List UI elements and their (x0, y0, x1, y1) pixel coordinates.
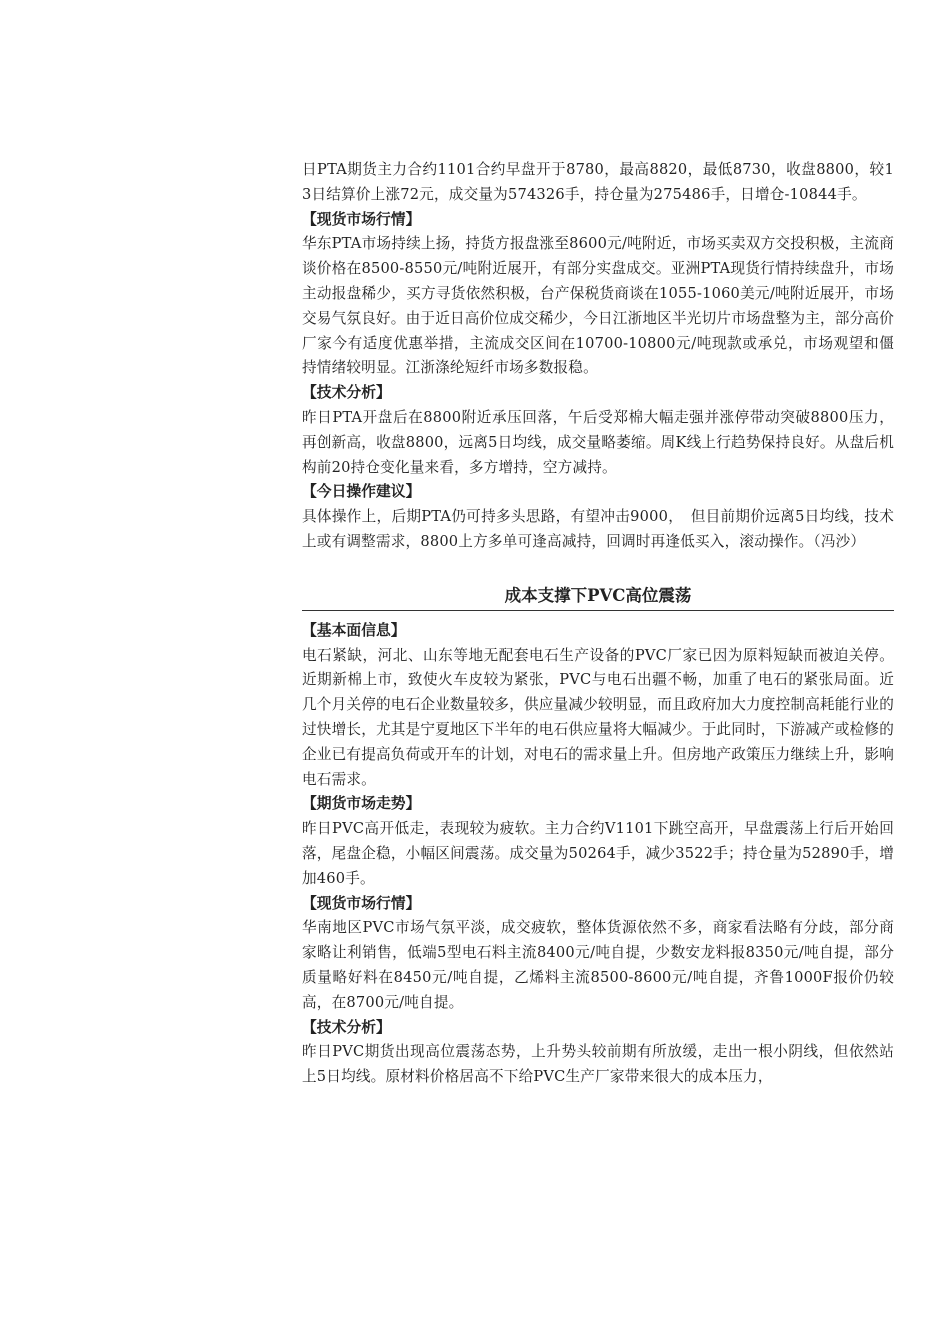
pta-advice-heading: 【今日操作建议】 (302, 483, 421, 501)
pvc-fundamentals-paragraph: 电石紧缺，河北、山东等地无配套电石生产设备的PVC厂家已因为原料短缺而被迫关停。近期新棉上市，致使火车皮较为紧张，PVC与电石出疆不畅，加重了电石的紧张局面。近几个月关停的电石企业数量较多，供应量减少较明显，而且政府加大力度控制高耗能行业的过快增长，尤其是宁夏地区下半年的电石供应量将大幅减少。于此同时，下游减产或检修的企业已有提高负荷或开车的计划，对电石的需求量上升。但房地产政策压力继续上升，影响电石需求。 (302, 646, 894, 788)
pvc-technical-heading: 【技术分析】 (302, 1018, 391, 1036)
pvc-futures-heading: 【期货市场走势】 (302, 795, 421, 813)
pta-futures-paragraph: 日PTA期货主力合约1101合约早盘开于8780，最高8820，最低8730，收盘8800，较13日结算价上涨72元，成交量为574326手，持仓量为275486手，日增仓-10844手。 (302, 161, 894, 203)
pta-technical-heading: 【技术分析】 (302, 384, 391, 402)
pvc-section-title-rule (302, 583, 894, 611)
pta-technical-paragraph: 昨日PTA开盘后在8800附近承压回落，午后受郑棉大幅走强并涨停带动突破8800压力，再创新高，收盘8800，远离5日均线，成交量略萎缩。周K线上行趋势保持良好。从盘后机构前20持仓变化量来看，多方增持，空方减持。 (302, 408, 894, 476)
pvc-spot-paragraph: 华南地区PVC市场气氛平淡，成交疲软，整体货源依然不多，商家看法略有分歧，部分商家略让利销售，低端5型电石料主流8400元/吨自提，少数安龙料报8350元/吨自提，部分质量略好料在8450元/吨自提，乙烯料主流8500-8600元/吨自提，齐鲁1000F报价仍较高，在8700元/吨自提。 (302, 919, 894, 1011)
pta-advice-paragraph: 具体操作上，后期PTA仍可持多头思路，有望冲击9000， 但目前期价远离5日均线，技术上或有调整需求，8800上方多单可逢高减持，回调时再逢低买入，滚动操作。（冯沙） (302, 508, 894, 550)
section-spacer (302, 555, 894, 583)
pvc-technical-paragraph: 昨日PVC期货出现高位震荡态势，上升势头较前期有所放缓，走出一根小阴线，但依然站上5日均线。原材料价格居高不下给PVC生产厂家带来很大的成本压力， (302, 1043, 894, 1086)
pvc-spot-heading: 【现货市场行情】 (302, 894, 421, 912)
pvc-section-title: 成本支撑下PVC高位震荡 (504, 585, 692, 605)
pta-spot-heading: 【现货市场行情】 (302, 210, 421, 228)
document-body (302, 158, 894, 1090)
pta-spot-paragraph: 华东PTA市场持续上扬，持货方报盘涨至8600元/吨附近，市场买卖双方交投积极，主流商谈价格在8500-8550元/吨附近展开，有部分实盘成交。亚洲PTA现货行情持续盘升，市场主动报盘稀少，买方寻货依然积极，台产保税货商谈在1055-1060美元/吨附近展开，市场交易气氛良好。由于近日高价位成交稀少，今日江浙地区半光切片市场盘整为主，部分高价厂家今有适度优惠举措，主流成交区间在10700-10800元/吨现款或承兑，市场观望和僵持情绪较明显。江浙涤纶短纤市场多数报稳。 (302, 235, 894, 377)
pvc-fundamentals-heading: 【基本面信息】 (302, 621, 406, 639)
pvc-futures-paragraph: 昨日PVC高开低走，表现较为疲软。主力合约V1101下跳空高开，早盘震荡上行后开始回落，尾盘企稳，小幅区间震荡。成交量为50264手，减少3522手；持仓量为52890手，增加460手。 (302, 820, 894, 887)
